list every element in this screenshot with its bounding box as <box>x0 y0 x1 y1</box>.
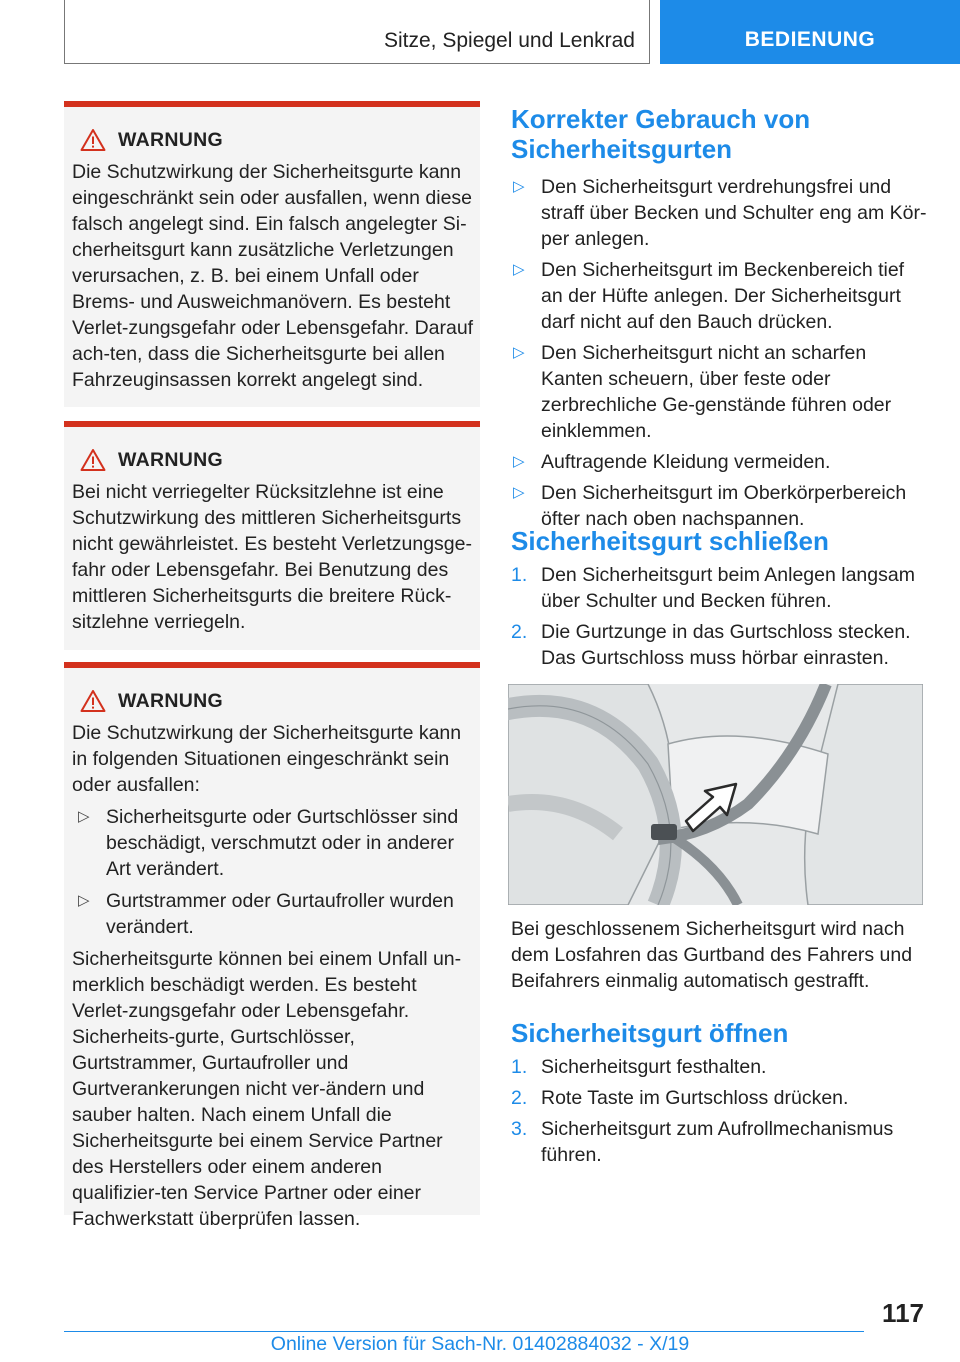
list-item: 1. Den Sicherheitsgurt beim Anlegen langsam über Schulter und Becken führen. <box>511 564 915 612</box>
triangle-bullet-icon: ▷ <box>78 808 90 825</box>
caption-block <box>511 916 931 994</box>
list-item: 2. Die Gurtzunge in das Gurtschloss stecken. Das Gurtschloss muss hörbar einrasten. <box>511 621 911 669</box>
warning-box-2 <box>64 421 480 650</box>
triangle-bullet-icon: ▷ <box>513 261 525 278</box>
warning-box-1 <box>64 101 480 407</box>
warning-title: WARNUNG <box>118 128 224 151</box>
page-number: 117 <box>882 1298 924 1328</box>
list-item: ▷ Den Sicherheitsgurt im Oberkörperbereich öfter nach oben nachspannen. <box>513 482 907 530</box>
numbered-list <box>511 1054 931 1168</box>
list-item: ▷ Auftragende Kleidung vermeiden. <box>513 451 831 473</box>
warning-box-3 <box>64 662 480 1230</box>
list-item: ▷ Gurtstrammer oder Gurtaufroller wurden verändert. <box>78 890 454 938</box>
section-heading: Sicherheitsgurt öffnen <box>511 1018 789 1048</box>
header-chapter-title: BEDIENUNG <box>744 28 876 51</box>
warning-intro: Die Schutzwirkung der Sicherheitsgurte kann in folgenden Situationen eingeschränkt sein oder ausfallen: <box>72 722 462 796</box>
seatbelt-buckle-illustration <box>508 684 923 905</box>
warning-text: Sicherheitsgurte können bei einem Unfall un-merklich beschädigt werden. Es besteht Verlet-zungsgefahr oder Lebensgefahr. Sicherheits-gurte, Gurtschlösser, Gurtstrammer, Gurtaufroller und Gurtverankerungen nicht ver-ändern und sauber halten. Nach einem Unfall die Sicherheitsgurte bei einem Service Partner des Herstellers oder einem anderen qualifizier-ten Service Partner oder einer Fachwerkstatt überprüfen lassen. <box>72 948 462 1230</box>
triangle-bullet-icon: ▷ <box>513 178 525 195</box>
list-item: 1. Sicherheitsgurt festhalten. <box>511 1056 767 1078</box>
warning-triangle-icon <box>80 128 106 152</box>
list-item: ▷ Den Sicherheitsgurt verdrehungsfrei und straff über Becken und Schulter eng am Kör-per anlegen. <box>513 176 927 250</box>
section-close-belt <box>511 526 931 676</box>
triangle-bullet-icon: ▷ <box>513 453 525 470</box>
list-item: 2. Rote Taste im Gurtschloss drücken. <box>511 1087 849 1109</box>
footer-text: Online Version für Sach-Nr. 01402884032 - X/19 <box>270 1333 690 1355</box>
warning-title: WARNUNG <box>118 448 224 471</box>
bullet-list <box>511 174 931 532</box>
section-heading: Korrekter Gebrauch von Sicherheitsgurten <box>511 104 811 164</box>
warning-list <box>72 804 474 940</box>
list-item: ▷ Sicherheitsgurte oder Gurtschlösser sind beschädigt, verschmutzt oder in anderer Art verändert. <box>78 806 459 880</box>
list-item: 3. Sicherheitsgurt zum Aufrollmechanismus führen. <box>511 1118 894 1166</box>
warning-text: Die Schutzwirkung der Sicherheitsgurte kann eingeschränkt sein oder ausfallen, wenn diese falsch angelegt sind. Ein falsch angelegter Si-cherheitsgurt kann zusätzliche Verletzungen verursachen, z. B. bei einem Unfall oder Brems- und Ausweichmanövern. Es besteht Verlet-zungsgefahr oder Lebensgefahr. Darauf ach-ten, dass die Sicherheitsgurte bei allen Fahrzeuginsassen korrekt angelegt sind. <box>72 161 474 391</box>
list-item: ▷ Den Sicherheitsgurt nicht an scharfen Kanten scheuern, über feste oder zerbrechliche Ge-genstände führen oder einklemmen. <box>513 342 892 442</box>
footer-divider <box>64 1331 864 1332</box>
header-section-title: Sitze, Spiegel und Lenkrad <box>383 29 635 52</box>
warning-triangle-icon <box>80 689 106 713</box>
header-section-tab <box>64 0 650 64</box>
numbered-list <box>511 562 931 671</box>
list-item: ▷ Den Sicherheitsgurt im Beckenbereich tief an der Hüfte anlegen. Der Sicherheitsgurt darf nicht auf den Bauch drücken. <box>513 259 905 333</box>
triangle-bullet-icon: ▷ <box>513 344 525 361</box>
section-correct-use <box>511 104 931 537</box>
warning-text: Bei nicht verriegelter Rücksitzlehne ist eine Schutzwirkung des mittleren Sicherheitsgurts nicht gewährleistet. Es besteht Verletzungsge-fahr oder Lebensgefahr. Bei Benutzung des mittleren Sicherheitsgurts die breitere Rück-sitzlehne verriegeln. <box>72 481 472 633</box>
figure-caption: Bei geschlossenem Sicherheitsgurt wird nach dem Losfahren das Gurtband des Fahrers und Beifahrers einmalig automatisch gestrafft. <box>511 918 913 992</box>
section-heading: Sicherheitsgurt schließen <box>511 526 829 556</box>
warning-title: WARNUNG <box>118 689 224 712</box>
section-open-belt <box>511 1018 931 1173</box>
triangle-bullet-icon: ▷ <box>513 484 525 501</box>
header-chapter-tab <box>660 0 960 64</box>
warning-triangle-icon <box>80 448 106 472</box>
triangle-bullet-icon: ▷ <box>78 892 90 909</box>
